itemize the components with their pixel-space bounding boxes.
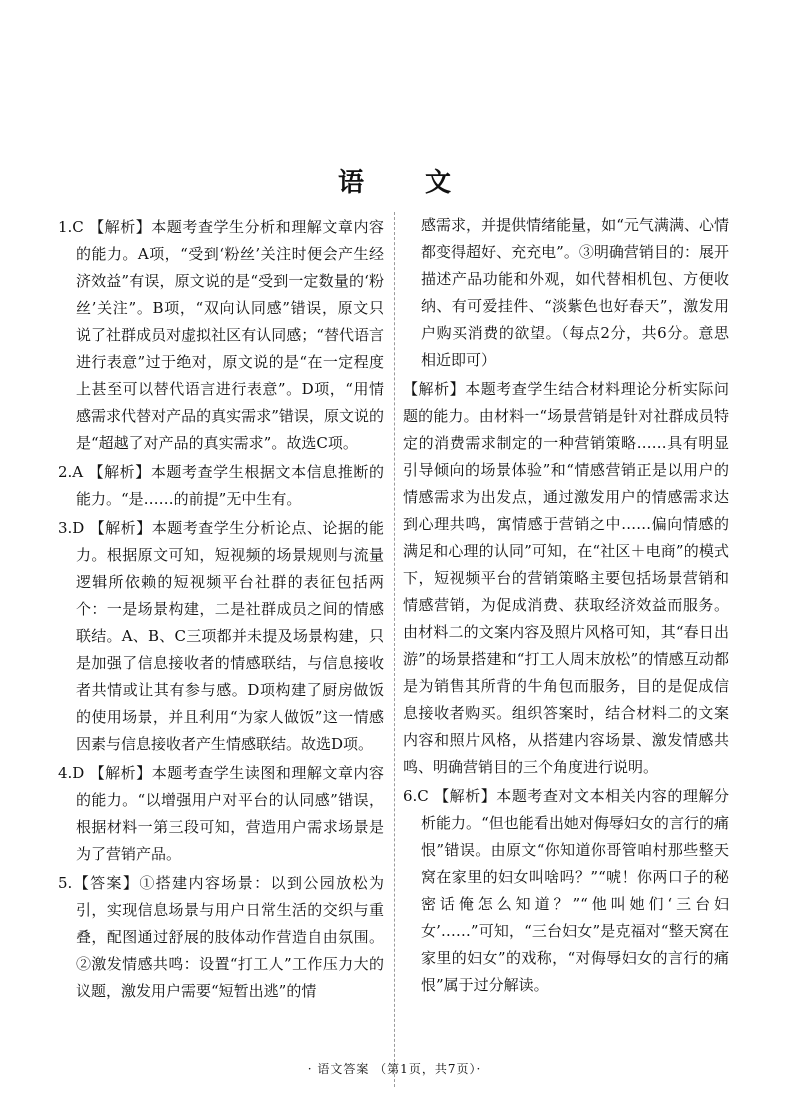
page-footer: · 语文答案 （第1页，共7页）· — [307, 1062, 482, 1076]
column-divider — [394, 212, 395, 1087]
answer-item-5: 5.【答案】①搭建内容场景：以到公园放松为引，实现信息场景与用户日常生活的交织与重叠，配图通过舒展的肢体动作营造自由氛围。②激发情感共鸣：设置“打工人”工作压力大的议题，激发用户需要“短暂出逃”的情 — [58, 874, 384, 1000]
answer-item-5-analysis: 【解析】本题考查学生结合材料理论分析实际问题的能力。由材料一“场景营销是针对社群成员特定的消费需求制定的一种营销策略……具有明显引导倾向的场景体验”和“情感营销正是以用户的情感需求为出发点，通过激发用户的情感需求达到心理共鸣，寓情感于营销之中……偏向情感的满足和心理的认同”可知，在“社区＋电商”的模式下，短视频平台的营销策略主要包括场景营销和情感营销，为促成消费、获取经济效益而服务。由材料二的文案内容及照片风格可知，其“春日出游”的场景搭建和“打工人周末放松”的情感互动都是为销售其所背的牛角包而服务，目的是促成信息接收者购买。组织答案时，结合材料二的文案内容和照片风格，从搭建内容场景、激发情感共鸣、明确营销目的三个角度进行说明。 — [403, 380, 729, 776]
answer-item-4: 4.D 【解析】本题考查学生读图和理解文章内容的能力。“以增强用户对平台的认同感”错误，根据材料一第三段可知，营造用户需求场景是为了营销产品。 — [58, 764, 384, 863]
page-title: 语 文 — [337, 168, 478, 198]
left-column — [58, 214, 384, 1007]
answer-item-2: 2.A 【解析】本题考查学生根据文本信息推断的能力。“是……的前提”无中生有。 — [58, 463, 384, 508]
answer-item-5-continued: 感需求，并提供情绪能量，如“元气满满、心情都变得超好、充充电”。③明确营销目的：展开描述产品功能和外观，如代替相机包、方便收纳、有可爱挂件、“淡紫色也好春天”，激发用户购买消费的欲望。（每点2分，共6分。意思相近即可） — [421, 216, 729, 369]
answer-item-6: 6.C 【解析】本题考查对文本相关内容的理解分析能力。“但也能看出她对侮辱妇女的言行的痛恨”错误。由原文“你知道你哥管咱村那些整天窝在家里的妇女叫啥吗？”“唬！你两口子的秘密话俺怎么知道？”“他叫她们‘三台妇女’……”可知，“三台妇女”是克福对“整天窝在家里的妇女”的戏称，“对侮辱妇女的言行的痛恨”属于过分解读。 — [403, 787, 729, 994]
answer-item-1: 1.C 【解析】本题考查学生分析和理解文章内容的能力。A项，“受到‘粉丝’关注时便会产生经济效益”有误，原文说的是“受到一定数量的‘粉丝’关注”。B项，“双向认同感”错误，原文只说了社群成员对虚拟社区有认同感；“替代语言进行表意”过于绝对，原文说的是“在一定程度上甚至可以替代语言进行表意”。D项，“用情感需求代替对产品的真实需求”错误，原文说的是“超越了对产品的真实需求”。故选C项。 — [58, 218, 384, 452]
right-column — [403, 212, 729, 1001]
answer-item-3: 3.D 【解析】本题考查学生分析论点、论据的能力。根据原文可知，短视频的场景规则与流量逻辑所依赖的短视频平台社群的表征包括两个：一是场景构建，二是社群成员之间的情感联结。A、B、C三项都并未提及场景构建，只是加强了信息接收者的情感联结，与信息接收者共情或让其有参与感。D项构建了厨房做饭的使用场景，并且利用“为家人做饭”这一情感因素与信息接收者产生情感联结。故选D项。 — [58, 519, 384, 753]
